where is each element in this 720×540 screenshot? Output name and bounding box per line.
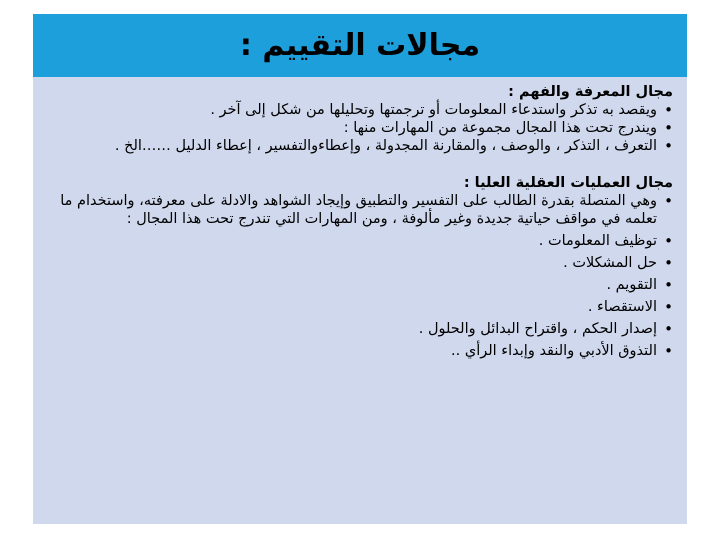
list-item: • حل المشكلات . bbox=[55, 254, 673, 272]
title-bar bbox=[33, 14, 687, 77]
content-box bbox=[33, 77, 687, 524]
higher-thinking-section bbox=[55, 174, 673, 360]
list-item: • ويقصد به تذكر واستدعاء المعلومات أو ترجمتها وتحليلها من شكل إلى آخر . bbox=[55, 101, 673, 119]
list-item: • التعرف ، التذكر ، والوصف ، والمقارنة المجدولة ، وإعطاءوالتفسير ، إعطاء الدليل ……الخ . bbox=[55, 137, 673, 155]
list-item: • إصدار الحكم ، واقتراح البدائل والحلول . bbox=[55, 320, 673, 338]
higher-thinking-list bbox=[55, 192, 673, 360]
section-heading-higher-thinking: مجال العمليات العقلية العليا : bbox=[463, 175, 673, 191]
knowledge-section bbox=[55, 83, 673, 155]
slide-title: مجالات التقييم : bbox=[239, 28, 481, 63]
list-item: • توظيف المعلومات . bbox=[55, 232, 673, 250]
knowledge-list bbox=[55, 101, 673, 155]
list-item: • وهي المتصلة بقدرة الطالب على التفسير والتطبيق وإيجاد الشواهد والادلة على معرفته، واستخدام ما تعلمه في مواقف حياتية جديدة وغير مألوفة ، ومن المهارات التي تندرج تحت هذا المجال : bbox=[55, 192, 673, 228]
list-item: • ويندرج تحت هذا المجال مجموعة من المهارات منها : bbox=[55, 119, 673, 137]
list-item: • الاستقصاء . bbox=[55, 298, 673, 316]
section-heading-knowledge: مجال المعرفة والفهم : bbox=[508, 84, 673, 100]
list-item: • التذوق الأدبي والنقد وإبداء الرأي .. bbox=[55, 342, 673, 360]
list-item: • التقويم . bbox=[55, 276, 673, 294]
